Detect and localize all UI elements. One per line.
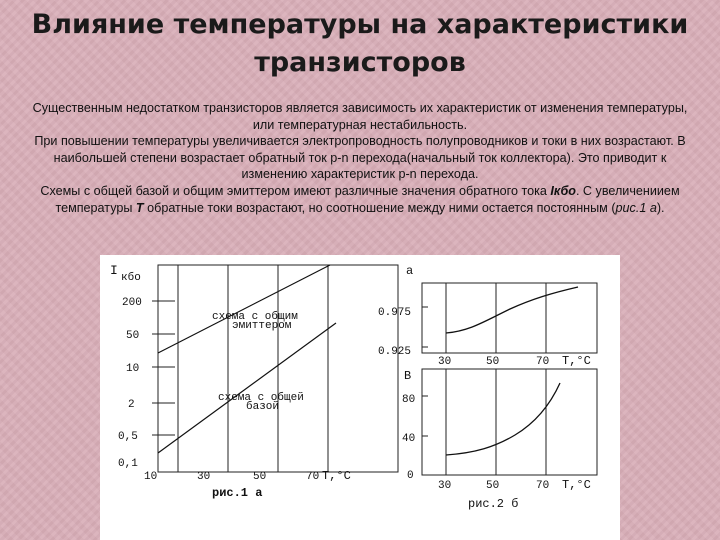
left-ytick-2: 2	[128, 399, 135, 411]
line-common-emitter	[158, 265, 330, 353]
left-y-label-sub: кбо	[121, 272, 141, 284]
left-xtick-70: 70	[306, 471, 320, 483]
right-bottom-frame	[422, 369, 597, 475]
left-xtick-50: 50	[253, 471, 267, 483]
right-top-curve	[446, 287, 578, 333]
paragraph-3-part-a: Схемы с общей базой и общим эмиттером имеют различные значения обратного тока	[40, 183, 551, 198]
right-bottom-xtick-70: 70	[536, 480, 550, 492]
left-ytick-10: 10	[126, 363, 140, 375]
right-top-xtick-70: 70	[536, 356, 550, 368]
right-top-x-unit: T,°C	[562, 354, 591, 368]
left-ytick-05: 0,5	[118, 431, 138, 443]
left-y-label-i: I	[110, 263, 118, 278]
right-bottom-curve	[446, 383, 560, 455]
left-x-unit: T,°C	[322, 469, 351, 483]
right-top-ytick-0925: 0.925	[378, 346, 412, 358]
right-bottom-chart	[402, 369, 597, 511]
slide-title	[0, 6, 720, 82]
right-bottom-ytick-0: 0	[407, 470, 414, 482]
label-cb-1: схема с общей	[218, 392, 304, 404]
paragraph-3	[30, 183, 690, 216]
right-top-frame	[422, 283, 597, 353]
line-common-base	[158, 323, 336, 453]
right-bottom-x-unit: T,°C	[562, 478, 591, 492]
figure-ref: рис.1 а	[615, 200, 657, 215]
right-bottom-ytick-40: 40	[402, 433, 416, 445]
left-grid	[152, 265, 398, 472]
right-bottom-caption: рис.2 б	[468, 497, 519, 511]
title-line-2: транзисторов	[254, 47, 466, 78]
left-xtick-10: 10	[144, 471, 158, 483]
paragraph-3-part-c: . С увеличениием температуры	[55, 183, 680, 215]
right-top-label: a	[406, 264, 414, 278]
paragraph-3-part-e: обратные токи возрастают, но соотношение между ними остается постоянным (	[143, 200, 616, 215]
right-bottom-ytick-80: 80	[402, 394, 416, 406]
left-chart	[110, 263, 398, 500]
figure-svg	[100, 255, 620, 540]
right-bottom-xtick-50: 50	[486, 480, 500, 492]
left-ytick-01: 0,1	[118, 458, 138, 470]
left-ytick-50: 50	[126, 330, 140, 342]
temperature-term: T	[135, 200, 144, 215]
paragraph-1: Существенным недостатком транзисторов является зависимость их характеристик от изменения температуры, или температурная нестабильность.	[32, 101, 688, 132]
right-top-grid	[422, 283, 597, 353]
right-top-chart	[378, 264, 597, 368]
label-ce-2: эмиттером	[232, 320, 292, 332]
iko-term: Iкбо	[550, 183, 576, 198]
left-xtick-30: 30	[197, 471, 211, 483]
paragraph-3-part-g: ).	[656, 200, 665, 215]
body-text	[30, 100, 690, 216]
label-cb-2: базой	[246, 401, 280, 413]
right-top-xtick-50: 50	[486, 356, 500, 368]
right-bottom-xtick-30: 30	[438, 480, 452, 492]
left-ytick-200: 200	[122, 297, 142, 309]
paragraph-2: При повышении температуры увеличивается электропроводность полупроводников и токи в них возрастают. В наибольшей степени возрастает обратный ток p-n перехода(начальный ток коллектора). Это приводит к изменению характеристик p-n перехода.	[34, 134, 686, 182]
figure-panel	[100, 255, 620, 540]
label-ce-1: схема с общим	[212, 311, 298, 323]
title-line-1: Влияние температуры на характеристики	[31, 9, 689, 40]
right-top-xtick-30: 30	[438, 356, 452, 368]
right-bottom-label: B	[404, 369, 412, 383]
right-bottom-grid	[422, 369, 597, 475]
right-top-ytick-0975: 0.975	[378, 307, 412, 319]
left-caption: рис.1 а	[212, 486, 263, 500]
